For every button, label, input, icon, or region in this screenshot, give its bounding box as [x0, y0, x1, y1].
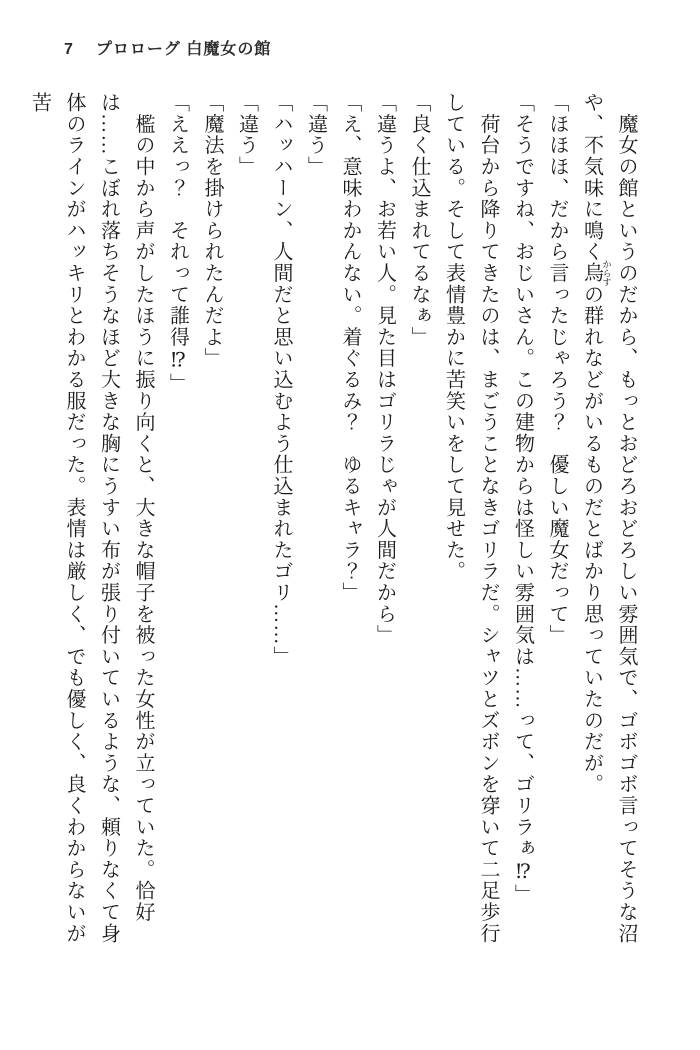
paragraph: 「ハッハーン、人間だと思い込むよう仕込まれたゴリ……」	[270, 92, 292, 668]
paragraph: 魔女の館というのだから、もっとおどろおどろしい雰囲気で、ゴボゴボ言ってそうな沼や、不気味に鳴く烏 からすの群れなどがいるものだとばかり思っていたのだが。	[580, 92, 637, 944]
ruby-annotated-word: 烏 からす	[580, 259, 612, 287]
paragraph: 「違うよ、お若い人。見た目はゴリラじゃが人間だから」	[373, 92, 396, 646]
paragraph: 「ほほほ、だから言ったじゃろう？ 優しい魔女だって」	[546, 92, 568, 646]
paragraph: 「魔法を掛けられたんだよ」	[201, 92, 223, 369]
page-number: 7	[64, 41, 74, 58]
running-head	[64, 36, 271, 59]
paragraph: 「ええっ？ それって誰得⁉」	[166, 92, 189, 395]
paragraph: 「違う」	[235, 92, 258, 178]
paragraph: 檻の中から声がしたほうに振り向くと、大きな帽子を被った女性が立っていた。恰好は……こぼれ落ちそうなほど大きな胸にうすい布が張り付いているような、頼りなくて身体のラインがハッキリとわかる服だった。表情は厳しく、でも優しく、良くわからないが苦	[28, 92, 154, 944]
paragraph: 「え、意味わかんない。着ぐるみ？ ゆるキャラ？」	[339, 92, 361, 604]
paragraph: 「そうですね、おじいさん。この建物からは怪しい雰囲気は……って、ゴリラぁ⁉」	[511, 92, 534, 906]
body-text	[28, 92, 643, 950]
paragraph: 「良く仕込まれてるなぁ」	[408, 92, 430, 348]
paragraph: 「違う」	[304, 92, 327, 178]
paragraph: 荷台から降りてきたのは、まごうことなきゴリラだ。シャツとズボンを穿いて二足歩行している。そして表情豊かに苦笑いをして見せた。	[442, 92, 499, 944]
chapter-title: プロローグ 白魔女の館	[95, 41, 272, 58]
